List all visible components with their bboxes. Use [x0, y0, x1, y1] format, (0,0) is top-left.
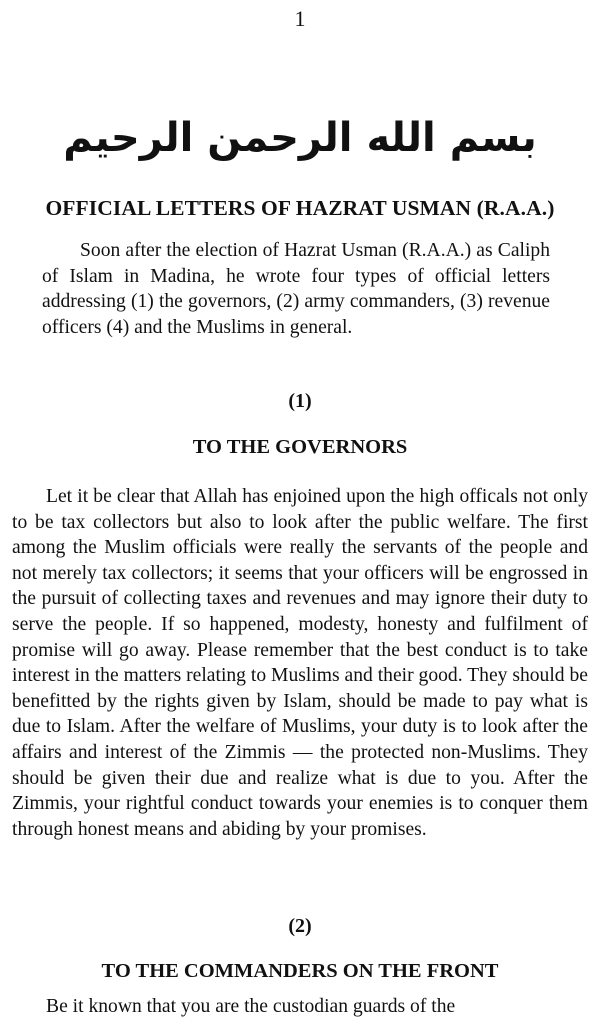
- page-number: 1: [294, 6, 306, 31]
- bismillah-calligraphy: بسم الله الرحمن الرحيم: [63, 115, 537, 161]
- section-heading: TO THE GOVERNORS: [192, 436, 408, 458]
- section-number: (2): [288, 915, 312, 937]
- section-body: Be it known that you are the custodian guards of the: [46, 996, 456, 1017]
- section-body: Let it be clear that Allah has enjoined upon the high officals not only to be tax collectors but also to look after the public welfare. The first among the Muslim officials were really the servants of the people and not merely tax collectors; it seems that your officers will be engrossed in the pursuit of collecting taxes and revenues and may ignore their duty to serve the people. If so happened, modesty, honesty and fulfilment of promise will go away. Please remember that the best conduct is to take interest in the matters relating to Muslims and their good. They should be benefitted by the rights given by Islam, should be made to pay what is due to Islam. After the welfare of Muslims, your duty is to look after the affairs and interest of the Zimmis — the protected non-Muslims. They should be given their due and realize what is due to you. After the Zimmis, your rightful conduct towards your enemies is to conquer them through honest means and abiding by your promises.: [12, 486, 588, 840]
- chapter-title: OFFICIAL LETTERS OF HAZRAT USMAN (R.A.A.): [45, 196, 555, 220]
- section-heading: TO THE COMMANDERS ON THE FRONT: [101, 960, 499, 982]
- intro-paragraph: Soon after the election of Hazrat Usman (R.A.A.) as Caliph of Islam in Madina, he wrote four types of official letters addressing (1) the governors, (2) army commanders, (3) revenue officers (4) and the Muslims in general.: [42, 240, 550, 338]
- section-number: (1): [288, 390, 312, 412]
